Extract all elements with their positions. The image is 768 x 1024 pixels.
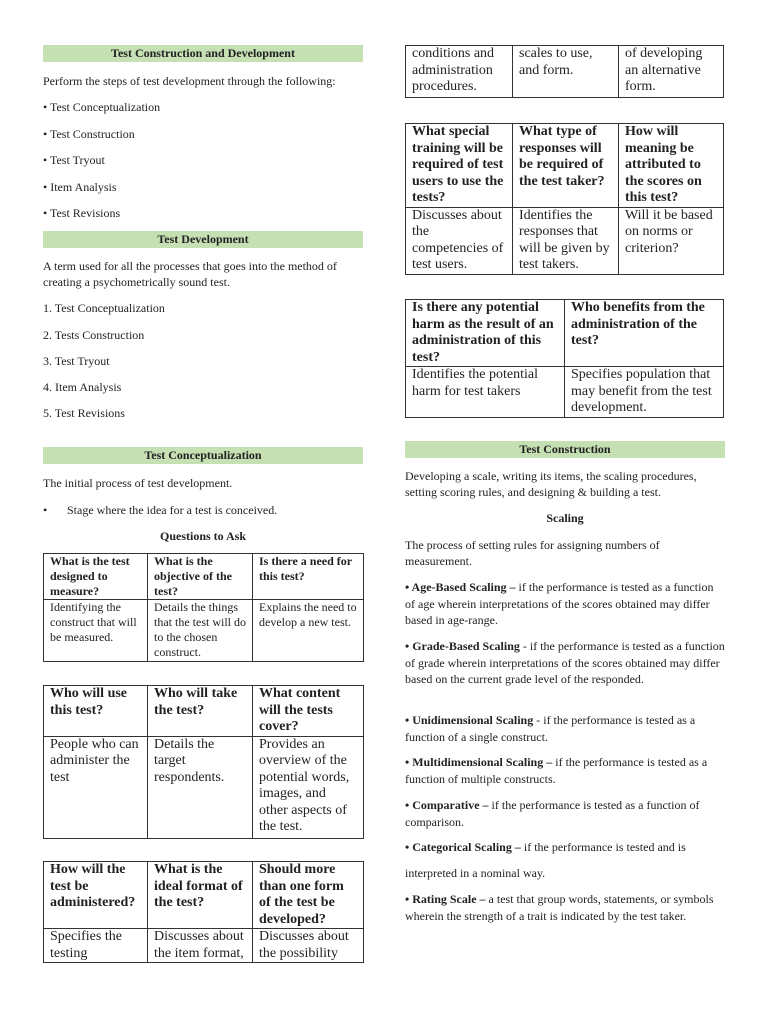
answer-cell: Specifies the testing bbox=[44, 929, 148, 963]
term: • Comparative – bbox=[405, 798, 489, 812]
stage-text: Stage where the idea for a test is conceived. bbox=[67, 503, 278, 517]
scaling-item-rating bbox=[405, 891, 725, 924]
scaling-item-multidimensional bbox=[405, 754, 725, 787]
numbered-item: 5. Test Revisions bbox=[43, 406, 125, 420]
questions-table-3-continued bbox=[405, 45, 724, 98]
answer-cell: scales to use, and form. bbox=[513, 46, 619, 98]
section-header-test-construction: Test Construction bbox=[405, 441, 725, 458]
answer-cell: Identifies the potential harm for test takers bbox=[406, 367, 565, 418]
scaling-item-unidimensional bbox=[405, 712, 725, 745]
bullet-item: • Test Conceptualization bbox=[43, 100, 161, 114]
section-header-test-conceptualization: Test Conceptualization bbox=[43, 447, 363, 464]
question-cell: What is the test designed to measure? bbox=[44, 554, 148, 600]
numbered-item: 2. Tests Construction bbox=[43, 328, 145, 342]
bullet-glyph: • bbox=[43, 503, 48, 517]
answer-cell: Explains the need to develop a new test. bbox=[253, 600, 364, 662]
question-cell: Is there any potential harm as the result of an administration of this test? bbox=[406, 300, 565, 367]
question-cell: What special training will be required of test users to use the tests? bbox=[406, 124, 513, 208]
construction-line: setting scoring rules, and designing & building a test. bbox=[405, 485, 661, 499]
answer-cell: Details the target respondents. bbox=[148, 736, 253, 838]
questions-table-3 bbox=[43, 861, 364, 963]
term: • Age-Based Scaling – bbox=[405, 580, 516, 594]
description: if the performance is tested as a function of comparison. bbox=[405, 798, 700, 829]
answer-cell: Discusses about the competencies of test users. bbox=[406, 207, 513, 274]
answer-cell: conditions and administration procedures. bbox=[406, 46, 513, 98]
scaling-item-grade-based bbox=[405, 638, 725, 688]
question-cell: How will meaning be attributed to the scores on this test? bbox=[619, 124, 724, 208]
questions-table-2 bbox=[43, 685, 364, 839]
question-cell: Is there a need for this test? bbox=[253, 554, 364, 600]
definition-line: creating a psychometrically sound test. bbox=[43, 275, 230, 289]
construction-line: Developing a scale, writing its items, the scaling procedures, bbox=[405, 469, 697, 483]
answer-cell: Identifies the responses that will be given by test takers. bbox=[513, 207, 619, 274]
question-cell: What content will the tests cover? bbox=[253, 686, 364, 737]
question-cell: What is the ideal format of the test? bbox=[148, 862, 253, 929]
bullet-item: • Test Construction bbox=[43, 127, 135, 141]
term: • Multidimensional Scaling – bbox=[405, 755, 553, 769]
answer-cell: Discusses about the possibility bbox=[253, 929, 364, 963]
term: • Categorical Scaling – bbox=[405, 840, 521, 854]
definition-line: A term used for all the processes that goes into the method of bbox=[43, 259, 337, 273]
term: • Grade-Based Scaling bbox=[405, 639, 520, 653]
questions-title: Questions to Ask bbox=[159, 529, 247, 543]
numbered-item: 4. Item Analysis bbox=[43, 380, 122, 394]
section-header-test-development: Test Development bbox=[43, 231, 363, 248]
intro-text: Perform the steps of test development through the following: bbox=[43, 74, 336, 88]
stage-bullet-item bbox=[43, 502, 277, 518]
questions-table-1 bbox=[43, 553, 364, 662]
bullet-item: • Test Revisions bbox=[43, 206, 121, 220]
scaling-title: Scaling bbox=[546, 511, 584, 525]
scaling-item-age-based bbox=[405, 579, 725, 629]
numbered-item: 1. Test Conceptualization bbox=[43, 301, 165, 315]
question-cell: Who benefits from the administration of the test? bbox=[565, 300, 724, 367]
answer-cell: People who can administer the test bbox=[44, 736, 148, 838]
answer-cell: Identifying the construct that will be measured. bbox=[44, 600, 148, 662]
section-header-test-construction-development: Test Construction and Development bbox=[43, 45, 363, 62]
answer-cell: Specifies population that may benefit from the test development. bbox=[565, 367, 724, 418]
scaling-definition-line: measurement. bbox=[405, 554, 472, 568]
questions-table-5 bbox=[405, 299, 724, 418]
question-cell: Who will take the test? bbox=[148, 686, 253, 737]
term: • Unidimensional Scaling bbox=[405, 713, 534, 727]
questions-table-4 bbox=[405, 123, 724, 275]
scaling-item-comparative bbox=[405, 797, 725, 830]
answer-cell: Will it be based on norms or criterion? bbox=[619, 207, 724, 274]
answer-cell: Details the things that the test will do to the chosen construct. bbox=[148, 600, 253, 662]
question-cell: How will the test be administered? bbox=[44, 862, 148, 929]
question-cell: Should more than one form of the test be developed? bbox=[253, 862, 364, 929]
answer-cell: Provides an overview of the potential words, images, and other aspects of the test. bbox=[253, 736, 364, 838]
question-cell: What is the objective of the test? bbox=[148, 554, 253, 600]
scaling-item-categorical bbox=[405, 839, 725, 856]
question-cell: What type of responses will be required of the test taker? bbox=[513, 124, 619, 208]
scaling-definition-line: The process of setting rules for assigning numbers of bbox=[405, 538, 660, 552]
bullet-item: • Item Analysis bbox=[43, 180, 117, 194]
initial-text: The initial process of test development. bbox=[43, 476, 233, 490]
description: if the performance is tested and is bbox=[520, 840, 686, 854]
description: if the performance is tested as a function of multiple constructs. bbox=[405, 755, 708, 786]
description: if the performance is tested as a function of age wherein interpretations of the scores obtained may differ based in age-range. bbox=[405, 580, 714, 627]
bullet-item: • Test Tryout bbox=[43, 153, 105, 167]
numbered-item: 3. Test Tryout bbox=[43, 354, 110, 368]
categorical-continued: interpreted in a nominal way. bbox=[405, 866, 546, 880]
term: • Rating Scale – bbox=[405, 892, 486, 906]
answer-cell: Discusses about the item format, bbox=[148, 929, 253, 963]
description: - if the performance is tested as a function of grade wherein interpretations of the scores obtained may differ based on the current grade level of the responded. bbox=[405, 639, 725, 686]
question-cell: Who will use this test? bbox=[44, 686, 148, 737]
description: - if the performance is tested as a function of a single construct. bbox=[405, 713, 696, 744]
answer-cell: of developing an alternative form. bbox=[619, 46, 724, 98]
description: a test that group words, statements, or symbols wherein the strength of a trait is indicated by the test taker. bbox=[405, 892, 714, 923]
